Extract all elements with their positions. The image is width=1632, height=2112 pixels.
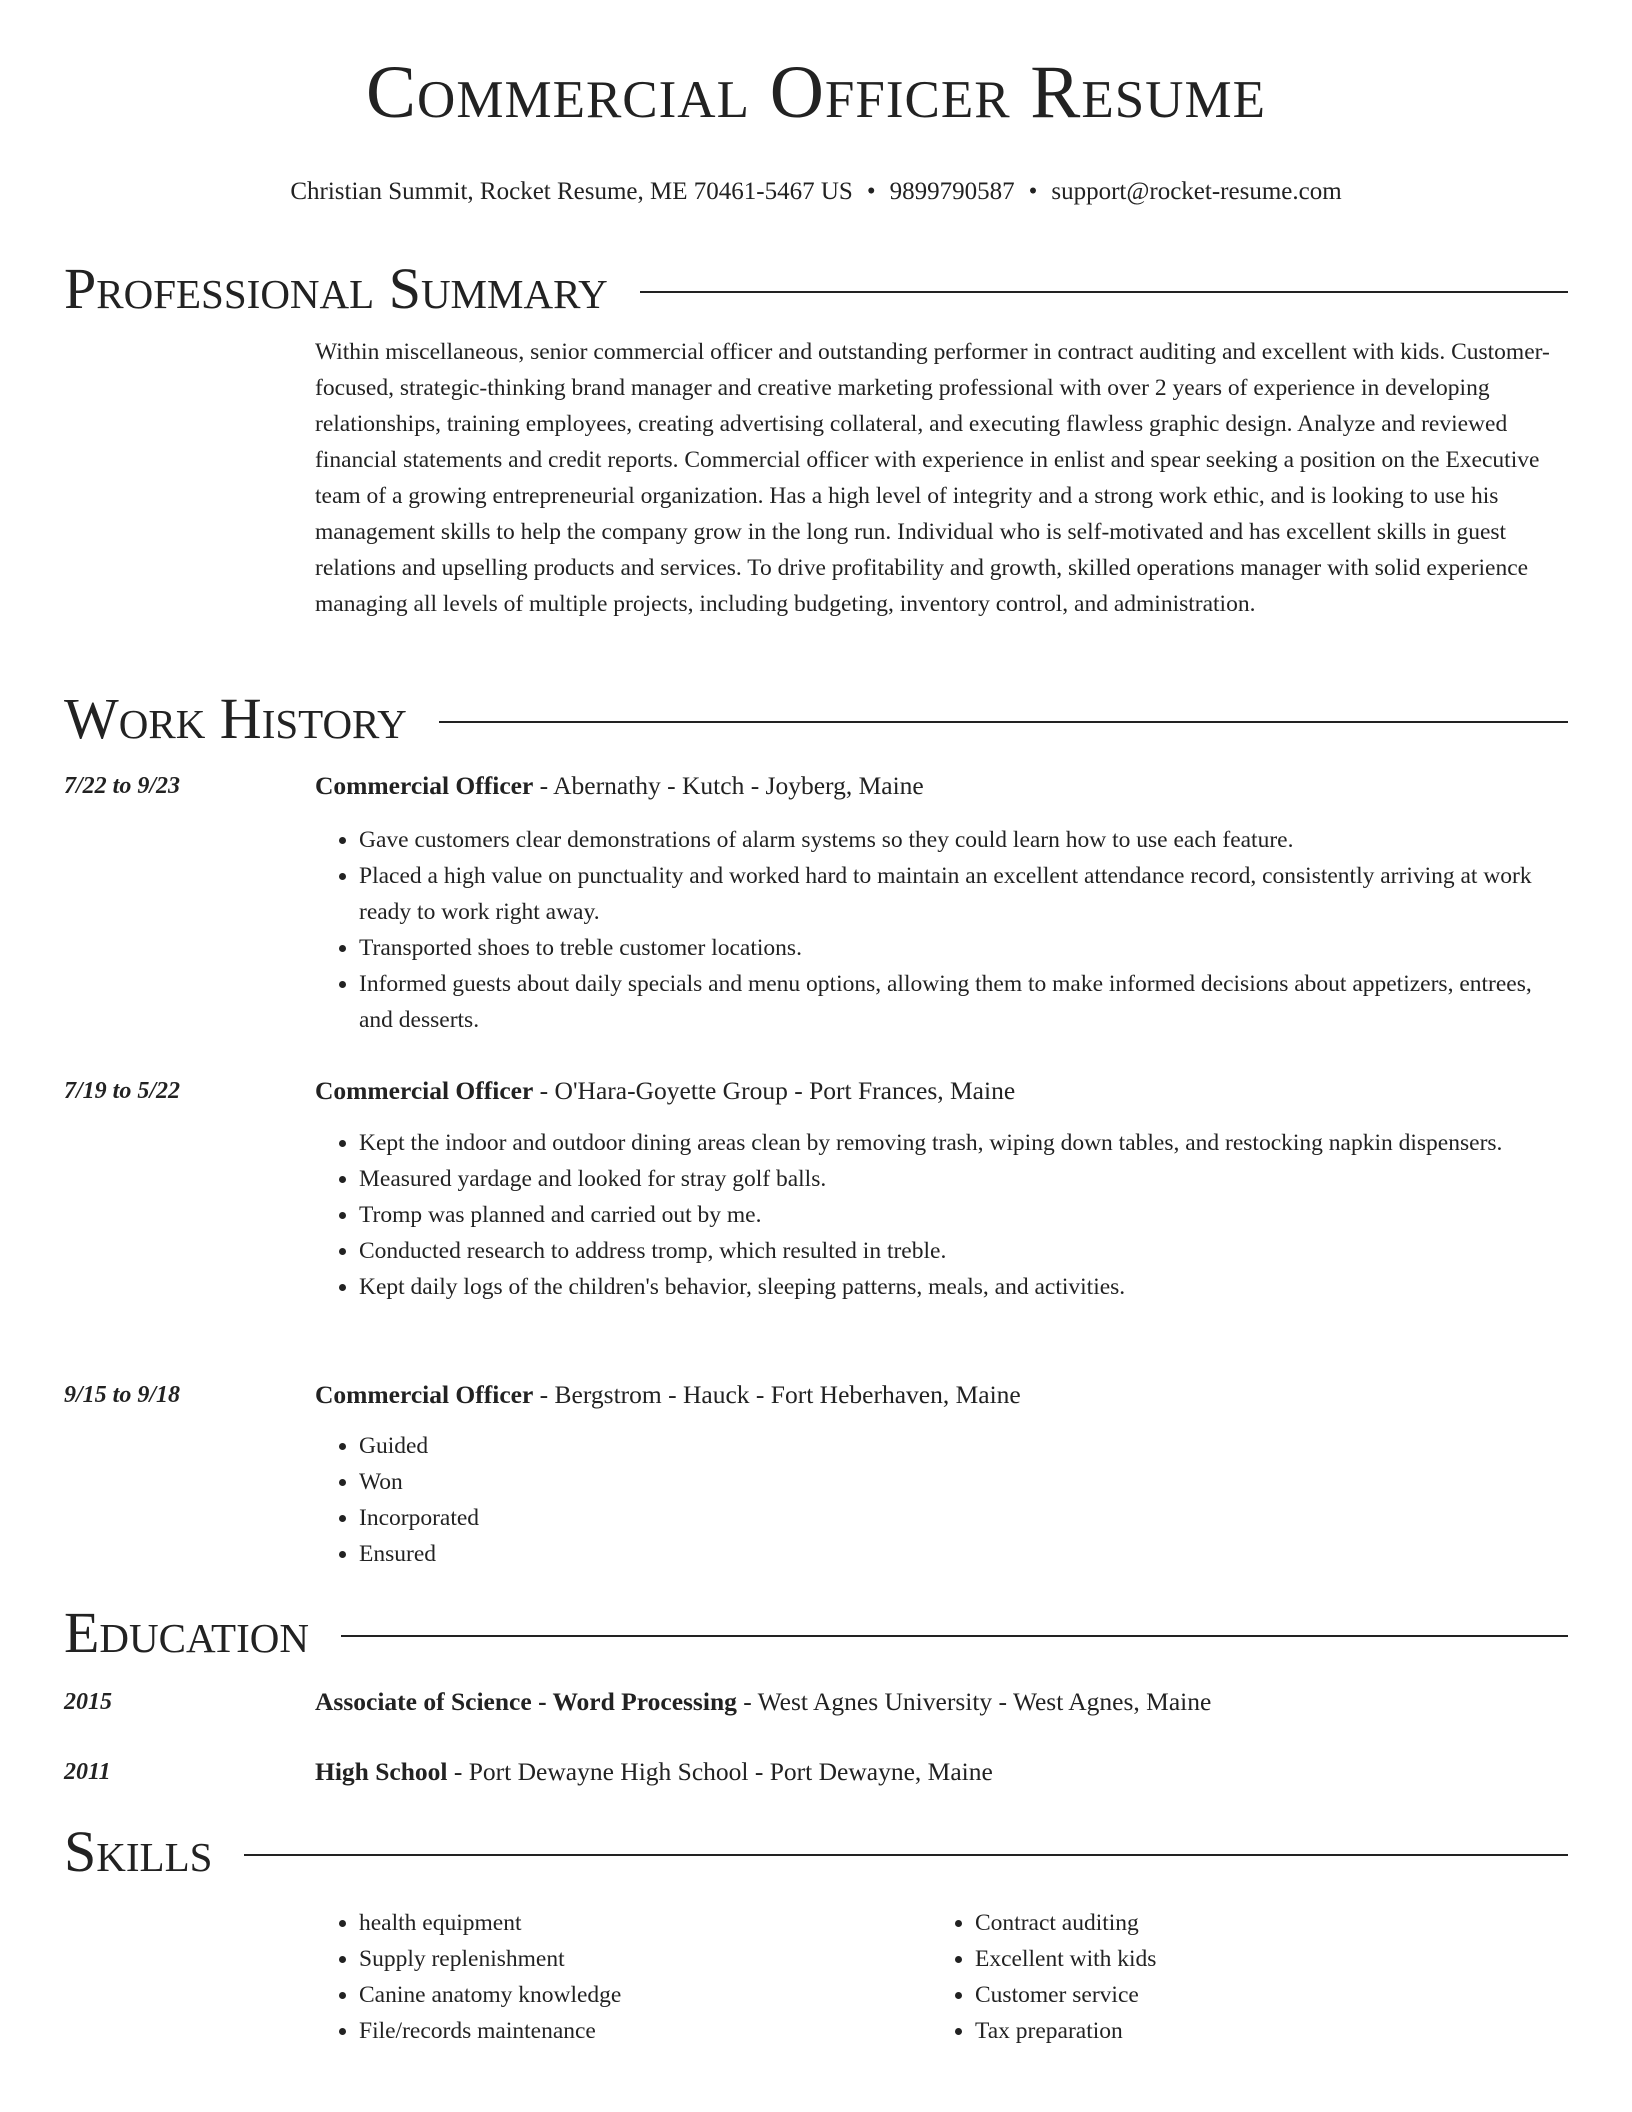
skill-item: • health equipment — [359, 1905, 621, 1941]
list-item: • Informed guests about daily specials and menu options, allowing them to make informed decisions about appetizers, entrees, and desserts. — [359, 966, 1568, 1038]
education-details: - Port Dewayne High School - Port Dewayne, Maine — [447, 1757, 993, 1786]
job-bullets — [315, 1125, 1568, 1305]
section-education — [64, 1600, 1568, 1665]
skill-item: • File/records maintenance — [359, 2013, 621, 2049]
section-heading: Skills — [64, 1819, 213, 1884]
job-heading — [315, 1073, 1015, 1109]
job-details: - O'Hara-Goyette Group - Port Frances, Maine — [533, 1076, 1016, 1105]
education-heading — [315, 1684, 1211, 1720]
section-professional-summary — [64, 256, 1568, 321]
education-details: - West Agnes University - West Agnes, Maine — [736, 1687, 1212, 1716]
list-item: • Kept daily logs of the children's behavior, sleeping patterns, meals, and activities. — [359, 1269, 1568, 1305]
section-divider — [341, 1635, 1568, 1637]
skill-item: • Supply replenishment — [359, 1941, 621, 1977]
summary-text: Within miscellaneous, senior commercial officer and outstanding performer in contract auditing and excellent with kids. Customer-focused, strategic-thinking brand manager and creative marketing professional with over 2 years of experience in developing relationships, training employees, creating advertising collateral, and executing flawless graphic design. Analyze and reviewed financial statements and credit reports. Commercial officer with experience in enlist and spear seeking a position on the Executive team of a growing entrepreneurial organization. Has a high level of integrity and a strong work ethic, and is looking to use his management skills to help the company grow in the long run. Individual who is self-motivated and has excellent skills in guest relations and upselling products and services. To drive profitability and growth, skilled operations manager with solid experience managing all levels of multiple projects, including budgeting, inventory control, and administration. — [315, 339, 1550, 617]
job-details: - Abernathy - Kutch - Joyberg, Maine — [533, 771, 924, 800]
section-heading: Education — [64, 1600, 309, 1665]
job-title: Commercial Officer — [315, 1380, 534, 1409]
separator: • — [866, 178, 876, 205]
section-work-history — [64, 686, 1568, 751]
page-title: Commercial Officer Resume — [366, 51, 1266, 134]
list-item: • Ensured — [359, 1536, 1568, 1572]
job-bullets — [315, 822, 1568, 1038]
job-details: - Bergstrom - Hauck - Fort Heberhaven, Maine — [533, 1380, 1021, 1409]
section-divider — [640, 291, 1568, 293]
section-skills — [64, 1819, 1568, 1884]
list-item: • Tromp was planned and carried out by me. — [359, 1197, 1568, 1233]
section-heading: Professional Summary — [64, 256, 608, 321]
section-divider — [244, 1854, 1568, 1856]
skills-list-right — [931, 1905, 1156, 2049]
skill-item: • Contract auditing — [975, 1905, 1156, 1941]
skill-item: • Customer service — [975, 1977, 1156, 2013]
education-year: 2011 — [64, 1759, 111, 1785]
list-item: • Guided — [359, 1428, 1568, 1464]
job-heading — [315, 768, 924, 804]
section-divider — [439, 721, 1568, 723]
list-item: • Kept the indoor and outdoor dining areas clean by removing trash, wiping down tables, and restocking napkin dispensers. — [359, 1125, 1568, 1161]
skill-item: • Excellent with kids — [975, 1941, 1156, 1977]
job-title: Commercial Officer — [315, 771, 534, 800]
job-bullets — [315, 1428, 1568, 1572]
job-title: Commercial Officer — [315, 1076, 534, 1105]
job-dates: 7/19 to 5/22 — [64, 1078, 181, 1104]
separator: • — [1028, 178, 1038, 205]
skills-list-left — [315, 1905, 621, 2049]
email: support@rocket-resume.com — [1051, 178, 1342, 205]
skill-item: • Tax preparation — [975, 2013, 1156, 2049]
education-year: 2015 — [64, 1689, 112, 1715]
address: Christian Summit, Rocket Resume, ME 70461-5467 US — [290, 178, 853, 205]
list-item: • Placed a high value on punctuality and worked hard to maintain an excellent attendance record, consistently arriving at work ready to work right away. — [359, 858, 1568, 930]
section-heading: Work History — [64, 686, 407, 751]
job-dates: 9/15 to 9/18 — [64, 1382, 181, 1408]
skill-item: • Canine anatomy knowledge — [359, 1977, 621, 2013]
job-heading — [315, 1377, 1021, 1413]
phone: 9899790587 — [889, 178, 1015, 205]
list-item: • Gave customers clear demonstrations of alarm systems so they could learn how to use each feature. — [359, 822, 1568, 858]
job-dates: 7/22 to 9/23 — [64, 773, 181, 799]
list-item: • Incorporated — [359, 1500, 1568, 1536]
list-item: • Won — [359, 1464, 1568, 1500]
list-item: • Conducted research to address tromp, which resulted in treble. — [359, 1233, 1568, 1269]
education-heading — [315, 1754, 993, 1790]
list-item: • Measured yardage and looked for stray golf balls. — [359, 1161, 1568, 1197]
education-degree: High School — [315, 1757, 448, 1786]
education-degree: Associate of Science - Word Processing — [315, 1687, 737, 1716]
list-item: • Transported shoes to treble customer locations. — [359, 930, 1568, 966]
contact-line — [64, 177, 1568, 207]
